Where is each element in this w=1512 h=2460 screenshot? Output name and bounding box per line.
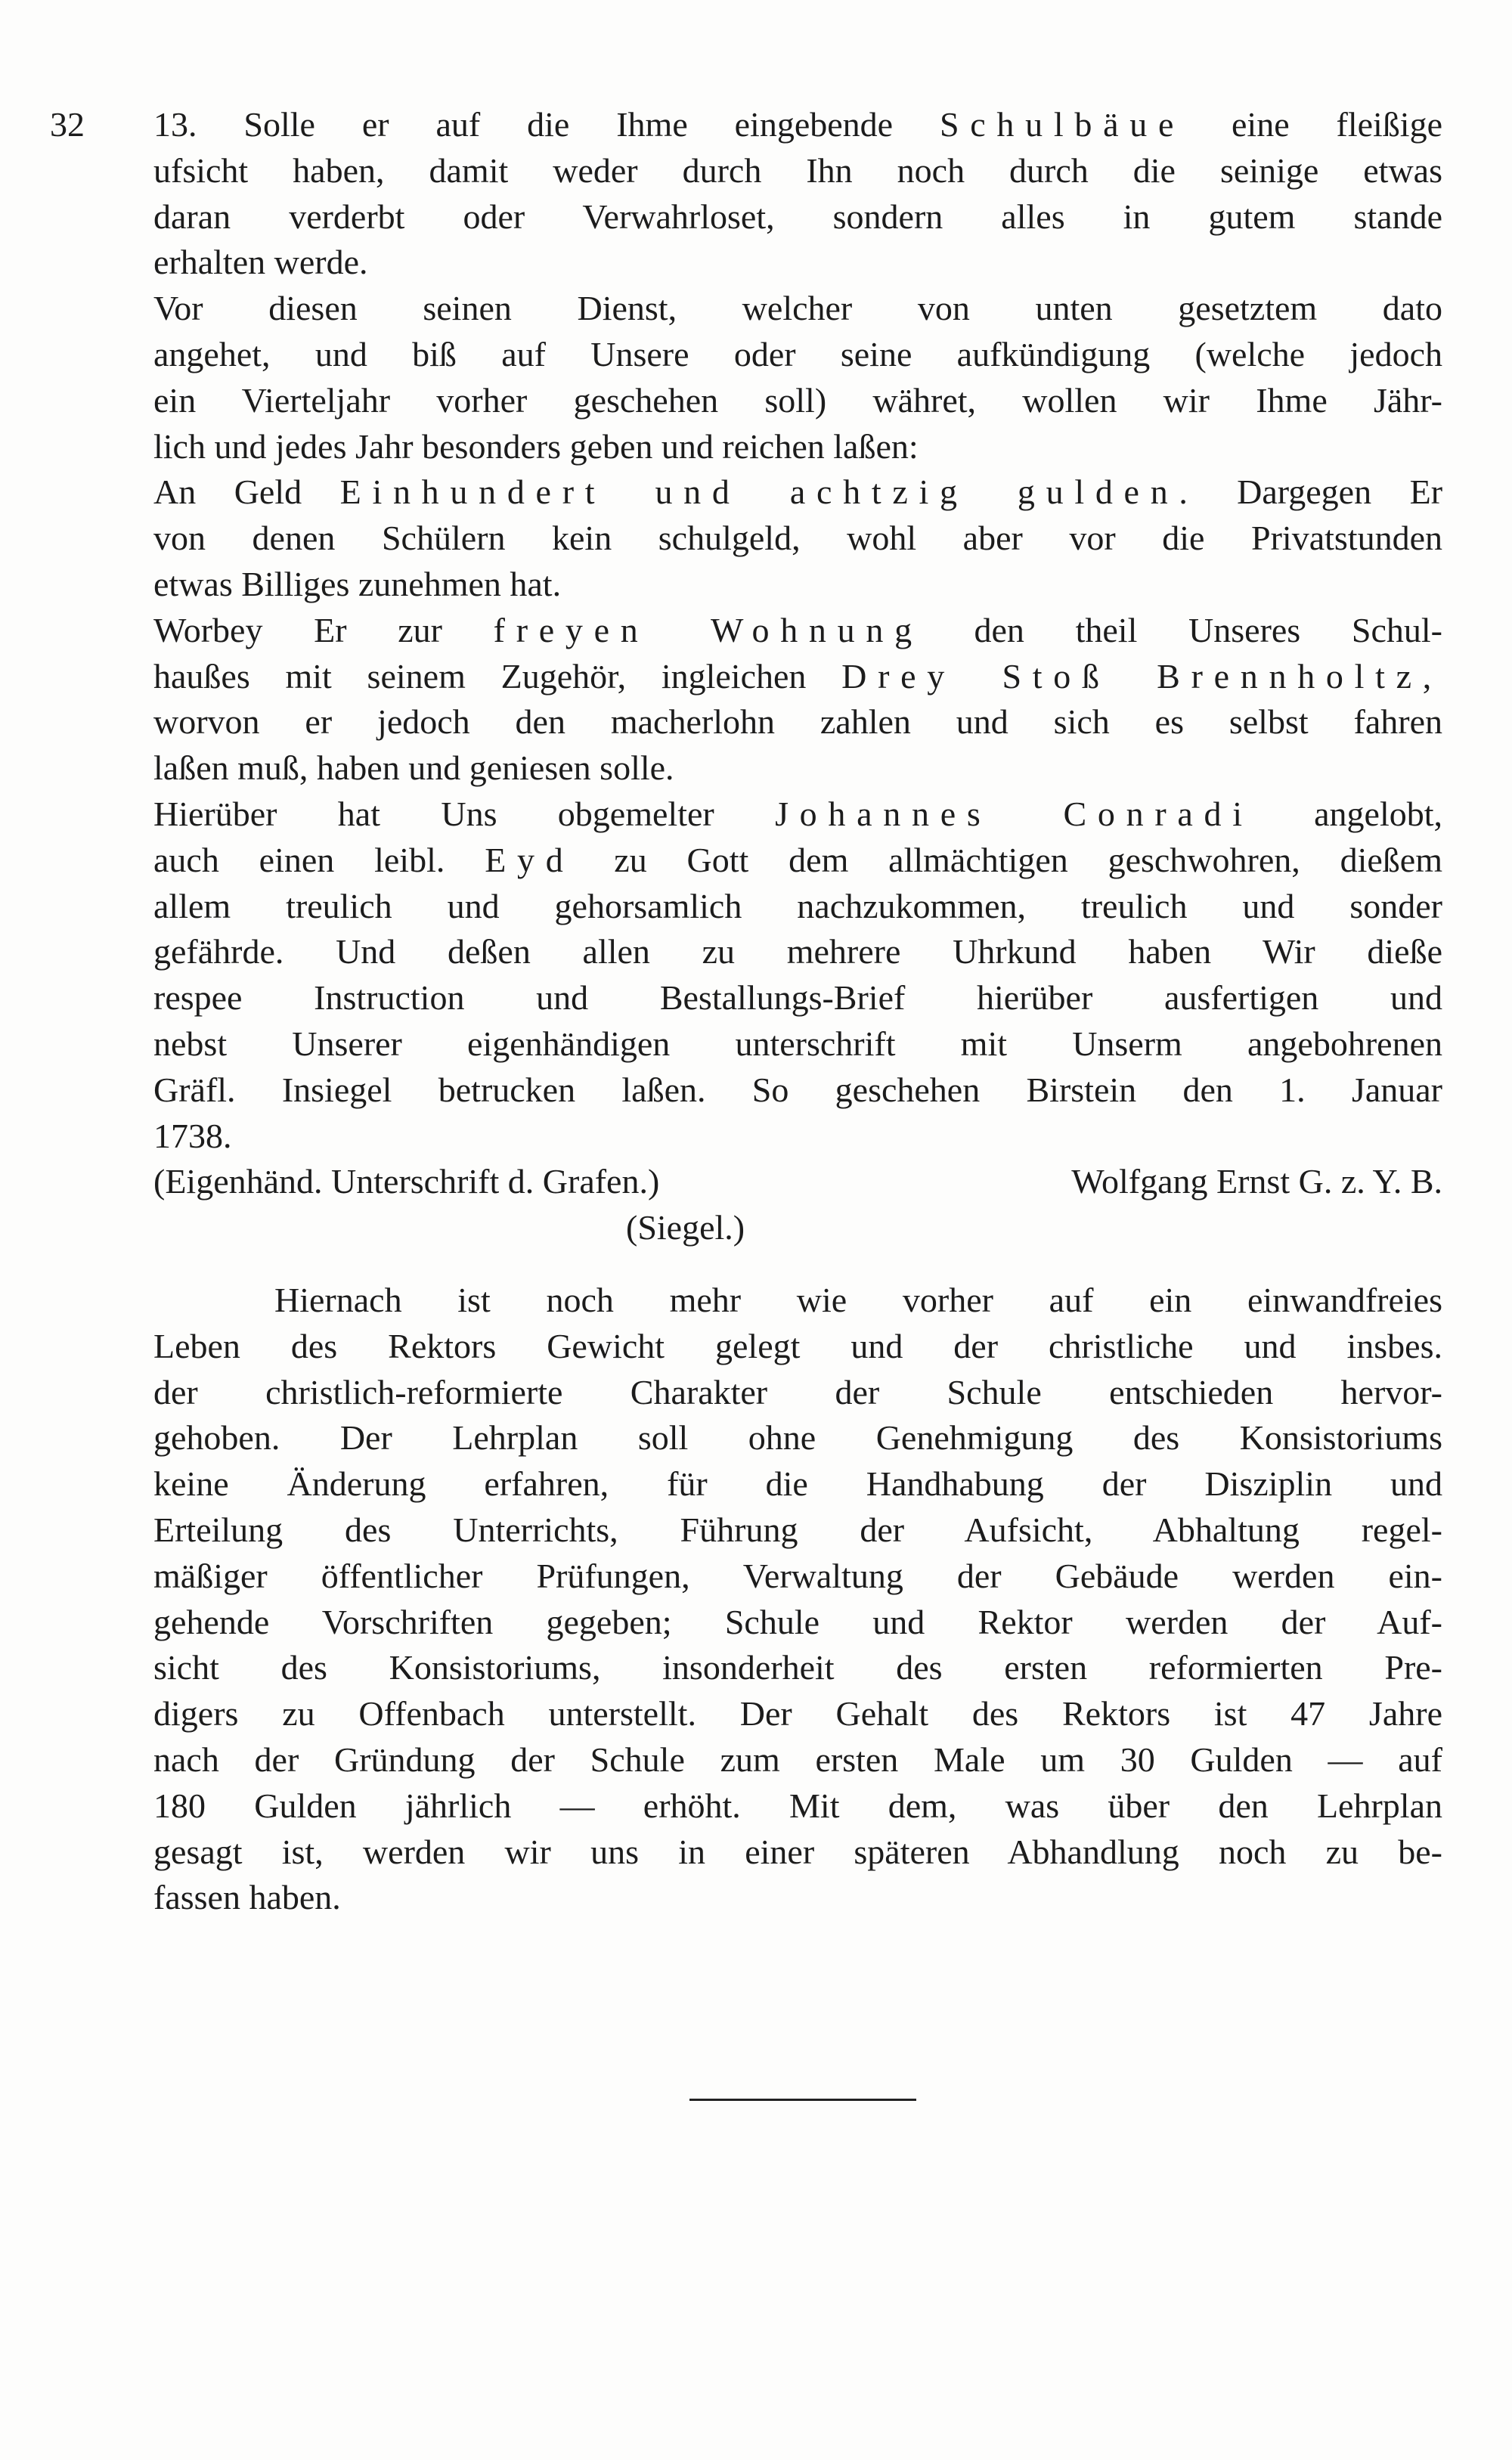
text-segment: worvon er jedoch den macherlohn zahlen und sich es selbst fahren	[153, 702, 1442, 742]
text-line	[153, 1114, 1442, 1160]
text-segment: haußes mit seinem Zugehör, ingleichen	[153, 656, 842, 696]
text-segment: nebst Unserer eigenhändigen unterschrift mit Unserm angebohrenen	[153, 1024, 1442, 1063]
text-line	[153, 608, 1442, 654]
signatory-name: Wolfgang Ernst G. z. Y. B.	[1071, 1162, 1442, 1201]
text-line: sicht des Konsistoriums, insonderheit des ersten reformierten Pre-	[153, 1648, 1442, 1687]
text-segment: Dargegen Er	[1198, 472, 1443, 512]
page-number: 32	[50, 105, 85, 144]
text-line	[153, 424, 1442, 470]
text-line: Hiernach ist noch mehr wie vorher auf ein einwandfreies	[274, 1281, 1442, 1319]
text-segment: auch einen leibl.	[153, 840, 485, 879]
text-line: Leben des Rektors Gewicht gelegt und der christliche und insbes.	[153, 1326, 1442, 1365]
text-segment: gefährde. Und deßen allen zu mehrere Uhrkund haben Wir dieße	[153, 932, 1442, 971]
text-line: 180 Gulden jährlich — erhöht. Mit dem, was über den Lehrplan	[153, 1786, 1442, 1825]
spaced-emphasis: Eyd	[485, 840, 575, 879]
text-line	[153, 975, 1442, 1021]
spaced-emphasis: Schulbäue	[939, 105, 1185, 144]
text-line	[153, 102, 1442, 148]
text-line	[153, 469, 1442, 516]
text-segment: respee Instruction und Bestallungs-Brief hierüber ausfertigen und	[153, 978, 1442, 1018]
text-line	[153, 929, 1442, 975]
spaced-emphasis: Johannes Conradi	[775, 794, 1253, 833]
text-segment: erhalten werde.	[153, 243, 368, 282]
text-line	[153, 194, 1442, 240]
text-line: mäßiger öffentlicher Prüfungen, Verwaltung der Gebäude werden ein-	[153, 1556, 1442, 1595]
text-line	[153, 516, 1442, 562]
text-line: gesagt ist, werden wir uns in einer späteren Abhandlung noch zu be-	[153, 1832, 1442, 1871]
seal-note: (Siegel.)	[626, 1208, 745, 1247]
text-segment: von denen Schülern kein schulgeld, wohl aber vor die Privatstunden	[153, 519, 1442, 558]
text-line: fassen haben.	[153, 1878, 341, 1917]
text-segment: Gräfl. Insiegel betrucken laßen. So geschehen Birstein den 1. Januar	[153, 1070, 1442, 1109]
section-divider-rule	[689, 2099, 916, 2101]
text-line	[153, 745, 1442, 792]
text-line: nach der Gründung der Schule zum ersten Male um 30 Gulden — auf	[153, 1740, 1442, 1779]
text-segment: ein Vierteljahr vorher geschehen soll) währet, wollen wir Ihme Jähr-	[153, 380, 1442, 420]
text-segment: eine fleißige	[1185, 105, 1442, 144]
quoted-document	[153, 102, 1442, 1251]
text-segment: ufsicht haben, damit weder durch Ihn noch durch die seinige etwas	[153, 150, 1442, 190]
text-line	[153, 240, 1442, 286]
text-segment: zu Gott dem allmächtigen geschwohren, dießem	[574, 840, 1442, 879]
text-segment: laßen muß, haben und geniesen solle.	[153, 748, 674, 788]
text-segment: daran verderbt oder Verwahrloset, sondern alles in gutem stande	[153, 197, 1442, 236]
text-line	[153, 792, 1442, 838]
text-line	[153, 286, 1442, 332]
text-segment: angehet, und biß auf Unsere oder seine aufkündigung (welche jedoch	[153, 334, 1442, 373]
text-line: gehende Vorschriften gegeben; Schule und Rektor werden der Auf-	[153, 1602, 1442, 1641]
text-line	[153, 1021, 1442, 1067]
text-line	[153, 332, 1442, 378]
text-line	[153, 378, 1442, 424]
signature-line	[153, 1159, 1442, 1205]
text-line: der christlich-reformierte Charakter der Schule entschieden hervor-	[153, 1372, 1442, 1411]
signature-note: (Eigenhänd. Unterschrift d. Grafen.)	[153, 1162, 660, 1201]
text-line	[153, 884, 1442, 930]
text-line	[153, 148, 1442, 194]
text-line: Erteilung des Unterrichts, Führung der Aufsicht, Abhaltung regel-	[153, 1510, 1442, 1549]
text-line	[153, 562, 1442, 608]
text-line	[153, 654, 1442, 700]
text-line: keine Änderung erfahren, für die Handhabung der Disziplin und	[153, 1464, 1442, 1504]
text-segment: Vor diesen seinen Dienst, welcher von unten gesetztem dato	[153, 289, 1442, 328]
spaced-emphasis: freyen Wohnung	[493, 610, 923, 649]
document-lines	[153, 102, 1442, 1159]
text-line	[153, 699, 1442, 745]
spaced-emphasis: Drey Stoß Brennholtz,	[841, 656, 1442, 696]
text-segment: Worbey Er zur	[153, 610, 494, 649]
spaced-emphasis: Einhundert und achtzig gulden.	[339, 472, 1199, 512]
text-segment: allem treulich und gehorsamlich nachzukommen, treulich und sonder	[153, 886, 1442, 925]
text-segment: angelobt,	[1253, 794, 1442, 833]
text-segment: Hierüber hat Uns obgemelter	[153, 794, 776, 833]
text-line: gehoben. Der Lehrplan soll ohne Genehmigung des Konsistoriums	[153, 1418, 1442, 1458]
text-segment: den theil Unseres Schul-	[922, 610, 1442, 649]
text-segment: lich und jedes Jahr besonders geben und reichen laßen:	[153, 426, 919, 466]
text-segment: An Geld	[153, 472, 340, 512]
text-line	[153, 838, 1442, 884]
text-line	[153, 1067, 1442, 1114]
text-segment: 1738.	[153, 1116, 232, 1155]
text-segment: 13. Solle er auf die Ihme eingebende	[153, 105, 940, 144]
text-segment: etwas Billiges zunehmen hat.	[153, 564, 562, 603]
text-line: digers zu Offenbach unterstellt. Der Gehalt des Rektors ist 47 Jahre	[153, 1694, 1442, 1733]
commentary-paragraph	[153, 1278, 1442, 1921]
